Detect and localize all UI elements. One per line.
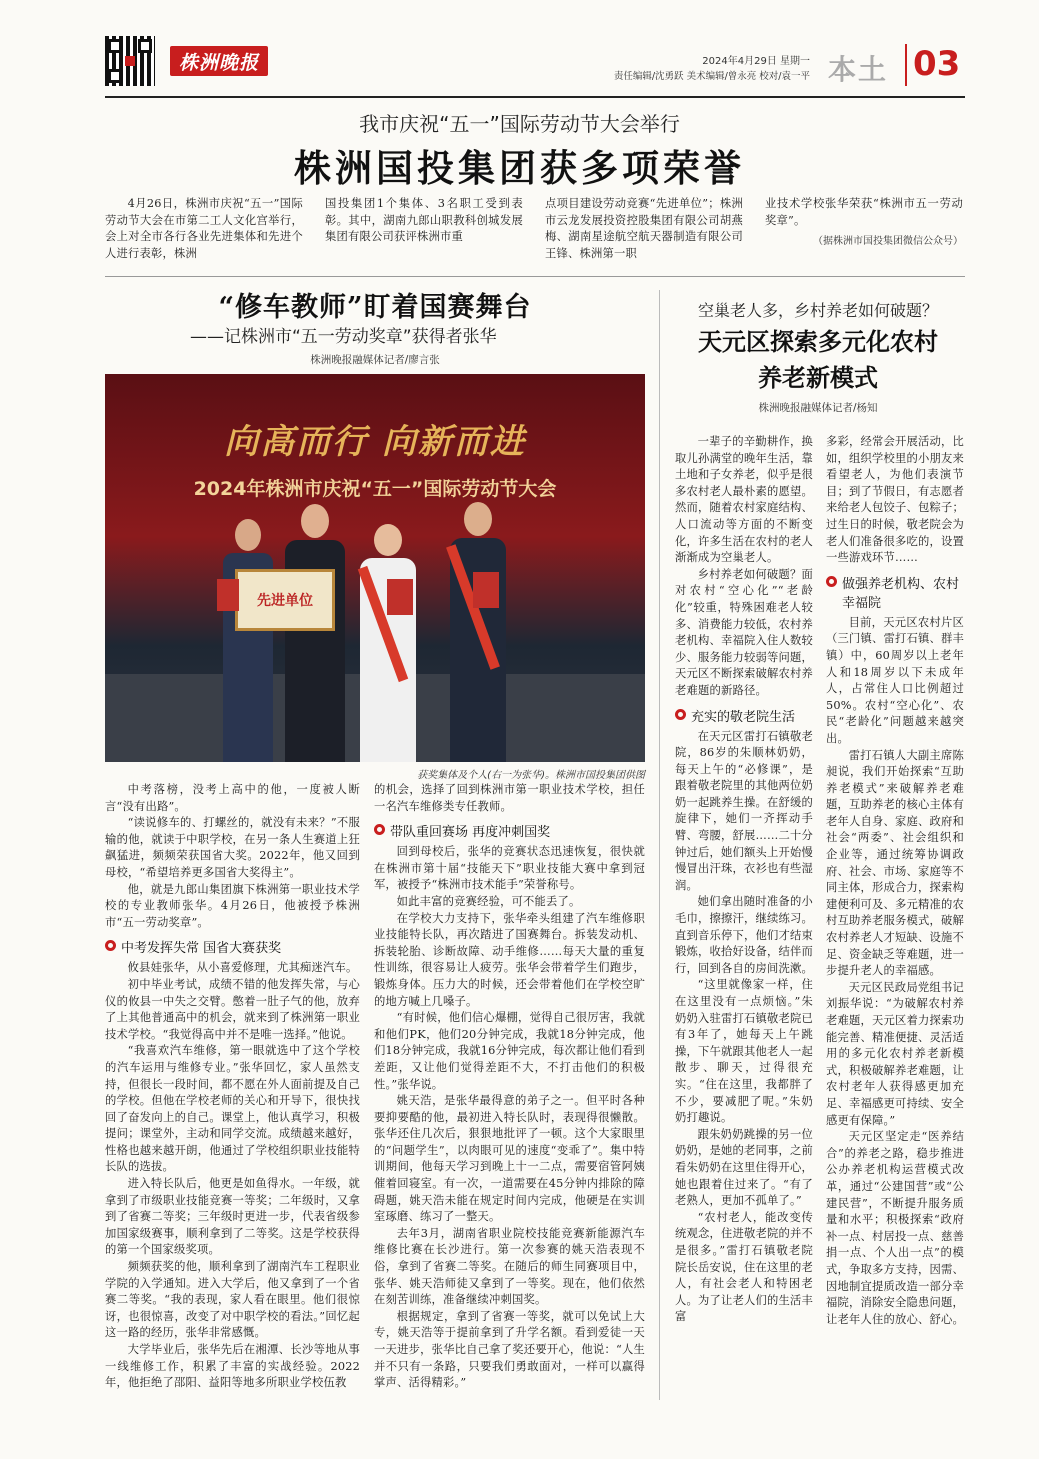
left-para: 的机会，选择了回到株洲市第一职业技术学校，担任一名汽车维修类专任教师。: [374, 783, 645, 813]
left-section-1: [105, 937, 360, 956]
left-headline: “修车教师”盯着国赛舞台: [218, 292, 532, 323]
right-section-2: [826, 573, 964, 611]
right-section-1: [675, 706, 813, 725]
photo-banner-slogan: 向高而行 向新而进: [224, 422, 526, 462]
lead-headline: 株洲国投集团获多项荣誉: [294, 146, 745, 190]
right-para: 一辈子的辛勤耕作，换取儿孙满堂的晚年生活，靠土地和子女养老，似乎是很多农村老人最朴素的愿望。然而，随着农村家庭结构、人口流动等方面的不断变化，许多生活在农村的老人渐渐成为空巢老人。: [675, 435, 813, 565]
left-para: 根据规定，拿到了省赛一等奖，就可以免试上大专，姚天浩等于提前拿到了升学名额。看到爱徒一天一天进步，张华比自己拿了奖还要开心，他说：“人生并不只有一条路，只要我们勇敢面对，一样可以赢得掌声、活得精彩。”: [374, 1309, 645, 1390]
right-section-1-title: 充实的敬老院生活: [691, 709, 796, 725]
left-para: 初中毕业考试，成绩不错的他发挥失常，与心仪的攸县一中失之交臂。憋着一肚子气的他，放弃了上其他普通高中的机会，就来到了株洲第一职业技术学校。“我觉得高中并不是唯一选择。”他说。: [105, 977, 360, 1041]
right-byline: 株洲晚报融媒体记者/杨知: [758, 402, 878, 414]
left-para: 他，就是九郎山集团旗下株洲第一职业技术学校的专业教师张华。4月26日，他被授予株洲市“五一劳动奖章”。: [105, 882, 360, 929]
person-1: [223, 519, 273, 762]
section-marker-icon: [826, 576, 837, 587]
date-line: 2024年4月29日 星期一: [702, 56, 810, 67]
person-4: [450, 502, 506, 762]
right-para: “农村老人，能改变传统观念，住进敬老院的并不是很多。”雷打石镇敬老院院长岳安说，住在这里的老人，有社会老人和特困老人。为了让老人们的生活丰富: [675, 1210, 813, 1324]
left-col-1: [105, 782, 360, 1392]
right-headline-1: 天元区探索多元化农村: [698, 327, 938, 356]
right-para: 在天元区雷打石镇敬老院，86岁的朱顺林奶奶，每天上午的“必修课”，是跟着敬老院里的其他两位奶奶一起跳养生操。在舒缓的旋律下，她们一齐挥动手臂、弯腰，舒展……二十分钟过后，她们额头上开始慢慢冒出汗珠，衣衫也有些湿润。: [675, 729, 813, 892]
right-para: 目前，天元区农村片区（三门镇、雷打石镇、群丰镇）中，60周岁以上老年人和18周岁以下未成年人，占常住人口比例超过50%。农村“空心化”、农民“老龄化”问题越来越突出。: [826, 615, 964, 745]
right-headline-2: 养老新模式: [758, 363, 878, 392]
left-para: “读说修车的、打螺丝的，就没有未来？”不服输的他，就读于中职学校，在另一条人生赛道上狂飙猛进，频频荣获国省大奖。2022年，他又回到母校，“希望培养更多国省大奖得主”。: [105, 816, 360, 879]
right-para: 天元区民政局党组书记刘振华说：“为破解农村养老难题，天元区着力探索功能完善、精准便捷、灵活适用的多元化农村养老新模式，积极破解养老难题，让农村老年人获得感更加充足、幸福感更可持续、安全感更有保障。”: [826, 980, 964, 1127]
left-col-2: [374, 782, 645, 1392]
lead-col-2: 国投集团1个集体、3名职工受到表彰。其中，湖南九郎山职教科创城发展集团有限公司获评株洲市重: [325, 197, 523, 244]
section-marker-icon: [105, 940, 116, 951]
right-para: “这里就像家一样，住在这里没有一点烦恼。”朱奶奶入驻雷打石镇敬老院已有3年了，她每天上午跳操，下午就跟其他老人一起散步、聊天，过得很充实。“住在这里，我都胖了不少，要减肥了呢。”朱奶奶打趣说。: [675, 978, 813, 1125]
left-para: 攸县娃张华，从小喜爱修理，尤其痴迷汽车。: [127, 961, 358, 975]
masthead-rule: [105, 96, 965, 98]
column-divider: [659, 290, 660, 1400]
left-para: 在学校大力支持下，张华牵头组建了汽车维修职业技能特长队，再次踏进了国赛舞台。拆装发动机、拆装轮胎、诊断故障、动手维修……每天大量的重复性训练，很容易让人疲劳。张华会带着学生们跑步，锻炼身体。压力大的时候，还会带着他们在学校空旷的地方喊上几嗓子。: [374, 911, 645, 1008]
honor-folder-2: [387, 579, 413, 615]
left-para: 大学毕业后，张华先后在湘潭、长沙等地从事一线维修工作，积累了丰富的实战经验。2022年，他拒绝了邵阳、益阳等地多所职业学校伍教: [105, 1343, 360, 1390]
right-col-1: [675, 434, 813, 1326]
person-2: [285, 504, 345, 762]
page-number: 03: [913, 44, 961, 84]
section-marker-icon: [374, 824, 385, 835]
section-divider: [905, 44, 907, 86]
certificate-text: 先进单位: [257, 593, 313, 609]
left-para: 去年3月，湖南省职业院校技能竞赛新能源汽车维修比赛在长沙进行。第一次参赛的姚天浩表现不俗，拿到了省赛二等奖。在随后的师生同赛项目中，张华、姚天浩师徒又拿到了一等奖。现在，他们依然在刻苦训练，准备继续冲刺国奖。: [374, 1226, 645, 1307]
left-subhead: ——记株洲市“五一劳动奖章”获得者张华: [190, 327, 497, 347]
qr-code: [105, 36, 155, 86]
photo-caption: 获奖集体及个人(右一为张华)。株洲市国投集团供图: [417, 770, 645, 781]
certificate-board: [235, 569, 335, 631]
lead-kicker: 我市庆祝“五一”国际劳动节大会举行: [359, 112, 680, 136]
right-para: 天元区坚定走“医养结合”的养老之路，稳步推进公办养老机构运营模式改革，通过“公建国营”或“公建民营”，不断提升服务质量和水平；积极探索“政府补一点、村居投一点、慈善捐一点、个人出一点”的模式，争取多方支持，因需、因地制宜提质改造一部分幸福院，消除安全隐患问题，让老年人住的放心、舒心。: [826, 1130, 964, 1326]
section-label: 本土: [828, 53, 889, 86]
left-byline: 株洲晚报融媒体记者/廖言张: [310, 354, 440, 366]
person-3: [360, 524, 416, 762]
right-col-2: [826, 434, 964, 1328]
section-marker-icon: [675, 709, 686, 720]
left-para: 频频获奖的他，顺利拿到了湖南汽车工程职业学院的入学通知。进入大学后，他又拿到了一个省赛二等奖。“我的表现，家人看在眼里。他们很惊讶，也很惊喜，改变了对中职学校的看法。”回忆起这一路的经历，张华非常感慨。: [105, 1260, 360, 1340]
photo-banner-title: 2024年株洲市庆祝“五一”国际劳动节大会: [193, 478, 557, 500]
honor-folder-3: [473, 572, 499, 608]
right-para: 她们拿出随时准备的小毛巾，擦擦汗，继续练习。直到音乐停下，他们才结束锻炼，收拾好设备，结伴而行，回到各自的房间洗漱。: [675, 895, 813, 975]
right-para: 乡村养老如何破题？面对农村“空心化”“老龄化”较重，特殊困难老人较多、消费能力较低，农村养老机构、幸福院入住人数较少、服务能力较弱等问题，天元区不断探索破解农村养老难题的新路径。: [675, 567, 813, 697]
left-para: “我喜欢汽车维修，第一眼就选中了这个学校的汽车运用与维修专业。”张华回忆，家人虽然支持，但很长一段时间，都不愿在外人面前提及自己的学校。但他在学校老师的关心和开导下，很快找回了奋发向上的自己。课堂上，他认真学习，积极提问；课堂外，主动和同学交流。成绩越来越好，性格也越来越开朗，他通过了学校组织职业技能特长队的选拔。: [105, 1044, 360, 1174]
left-section-2: [374, 821, 645, 840]
right-para: 跟朱奶奶跳操的另一位奶奶，是她的老同事，之前看朱奶奶在这里住得开心，她也跟着住过来了。“有了老熟人，更加不孤单了。”: [675, 1127, 813, 1208]
lead-col-3: 点项目建设劳动竞赛“先进单位”；株洲市云龙发展投资控股集团有限公司胡燕梅、湖南星途航空航天器制造有限公司王锋、株洲第一职: [545, 197, 743, 260]
left-para: 回到母校后，张华的竞赛状态迅速恢复，很快就在株洲市第十届“技能天下”职业技能大赛中拿到冠军，被授予“株洲市技术能手”荣誉称号。: [374, 845, 645, 892]
right-para: 雷打石镇人大副主席陈昶说，我们开始探索“互助养老模式”来破解养老难题，互助养老的核心主体有老年人自身、家庭、政府和社会“两委”、社会组织和企业等，通过统筹协调政府、社会、市场、家庭等不同主体，形成合力，探索构建便利可及、多元精准的农村互助养老服务模式，破解农村养老人才短缺、设施不足、资金缺乏等难题，进一步提升老人的幸福感。: [826, 748, 964, 978]
paper-logo: [170, 46, 268, 76]
lead-col-4: 业技术学校张华荣获“株洲市五一劳动奖章”。: [765, 197, 963, 227]
left-para: 进入特长队后，他更是如鱼得水。一年级，就拿到了市级职业技能竞赛一等奖；二年级时，又拿到了省赛二等奖；三年级时更进一步，代表省级参加国家级赛事，顺利拿到了二等奖。这是学校获得的第一个国家级奖项。: [105, 1177, 360, 1257]
left-para: 中考落榜，没考上高中的他，一度被人断言“没有出路”。: [105, 783, 360, 813]
left-section-1-title: 中考发挥失常 国省大赛获奖: [121, 941, 282, 957]
award-photo: [105, 374, 645, 762]
lead-col-1: 4月26日，株洲市庆祝“五一”国际劳动节大会在市第二工人文化宫举行，会上对全市各行各业先进集体和先进个人进行表彰，株洲: [105, 197, 303, 260]
honor-folder-1: [217, 579, 239, 611]
lead-rule: [105, 276, 965, 277]
paper-name: 株洲晚报: [178, 51, 259, 74]
left-para: 如此丰富的竞赛经验，可不能丢了。: [396, 894, 581, 908]
right-kicker: 空巢老人多，乡村养老如何破题？: [697, 301, 938, 320]
lead-source: （据株洲市国投集团微信公众号）: [813, 236, 963, 247]
left-section-2-title: 带队重回赛场 再度冲刺国奖: [390, 825, 551, 841]
left-para: “有时候，他们信心爆棚，觉得自己很厉害，我就和他们PK，他们20分钟完成，我就18分钟完成，他们18分钟完成，我就16分钟完成，每次都让他们看到差距，又让他们觉得差距不大，不打击他们的积极性。”张华说。: [374, 1011, 645, 1091]
right-section-2-title: 做强养老机构、农村幸福院: [842, 576, 960, 611]
editors-line: 责任编辑/沈勇跃 美术编辑/曾永亮 校对/袁一平: [613, 71, 810, 82]
left-para: 姚天浩，是张华最得意的弟子之一。但平时各种要抑要酷的他，最初进入特长队时，表现得很懒散。张华还住几次后，狠狠地批评了一顿。这个大家眼里的“问题学生”，以肉眼可见的速度“变乖了”。集中特训期间，他每天学习到晚上十一二点，需要宿管阿姨催着回寝室。有一次，一道需要在45分钟内排除的障碍题，姚天浩未能在规定时间内完成，他硬是在实训室琢磨、练习了一整天。: [374, 1094, 645, 1224]
right-para: 多彩，经常会开展活动，比如，组织学校里的小朋友来看望老人，为他们表演节目；到了节假日，有志愿者来给老人包饺子、包粽子；过生日的时候，敬老院会为老人们准备很多吃的，设置一些游戏环节……: [826, 435, 964, 565]
